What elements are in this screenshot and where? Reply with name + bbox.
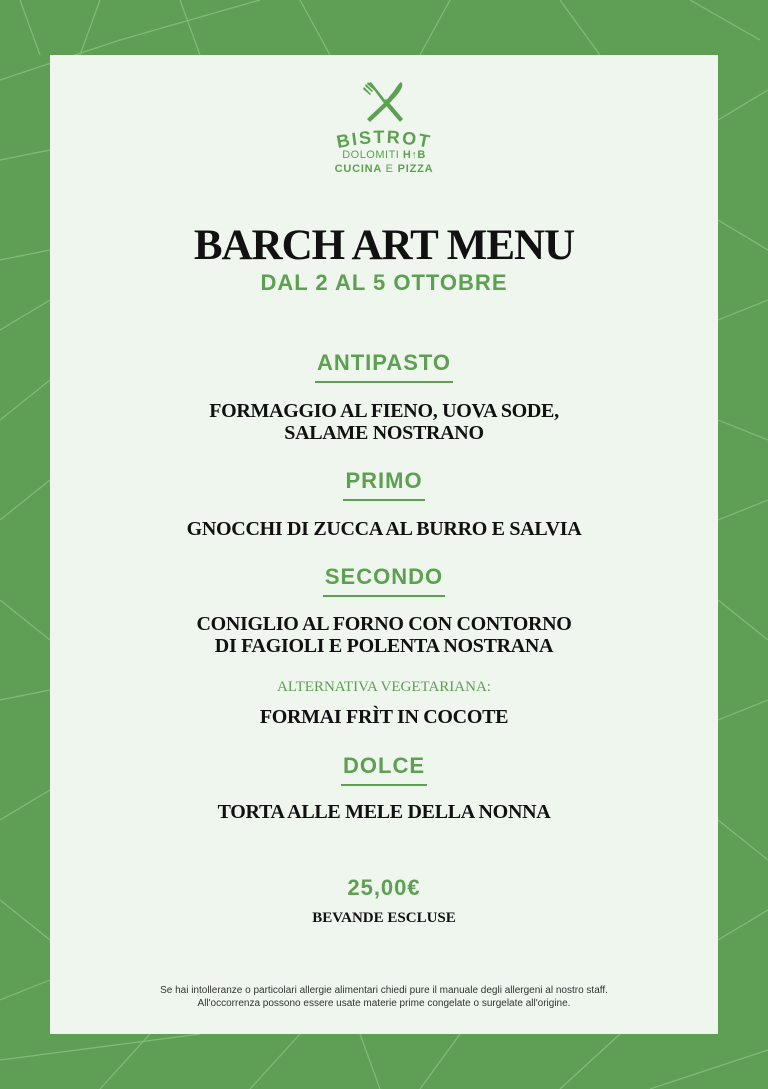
- allergen-footer: [50, 984, 718, 1010]
- brand-dolomiti: DOLOMITI: [342, 149, 400, 161]
- dish-antipasto-line1: FORMAGGIO AL FIENO, UOVA SODE,: [209, 400, 559, 422]
- dish-vegetarian-line1: FORMAI FRÌT IN COCOTE: [259, 706, 509, 728]
- brand-e: E: [385, 163, 394, 175]
- svg-text:BISTROT: BISTROT: [334, 126, 434, 153]
- heading-dolce: [50, 752, 718, 786]
- dish-secondo: [50, 613, 718, 657]
- footer-line1: Se hai intolleranze o particolari allergie alimentari chiedi pure il manuale degli allergeni al nostro staff.: [160, 985, 608, 996]
- heading-secondo-text: SECONDO: [323, 563, 445, 597]
- menu-title: BARCH ART MENU: [193, 222, 575, 269]
- brand-logo: [50, 79, 718, 189]
- heading-primo: [50, 467, 718, 501]
- vegetarian-alternative-label: ALTERNATIVA VEGETARIANA:: [277, 679, 491, 695]
- brand-pizza: PIZZA: [397, 163, 434, 175]
- brand-hb: H↑B: [402, 149, 426, 161]
- menu-price: 25,00€: [347, 875, 421, 900]
- menu-dates: DAL 2 AL 5 OTTOBRE: [260, 270, 508, 295]
- heading-antipasto: [50, 349, 718, 383]
- brand-tagline: [50, 163, 718, 175]
- heading-dolce-text: DOLCE: [341, 752, 427, 786]
- footer-line2: All'occorrenza possono essere usate materie prime congelate o surgelate all'origine.: [197, 998, 571, 1009]
- dish-dolce: [50, 801, 718, 823]
- heading-secondo: [50, 563, 718, 597]
- dish-secondo-line2: DI FAGIOLI E POLENTA NOSTRANA: [214, 635, 554, 657]
- menu-sheet: [50, 55, 718, 1034]
- brand-subline: [50, 149, 718, 161]
- heading-primo-text: PRIMO: [343, 467, 424, 501]
- heading-antipasto-text: ANTIPASTO: [315, 349, 453, 383]
- dish-dolce-line1: TORTA ALLE MELE DELLA NONNA: [217, 801, 551, 823]
- fork-knife-crossed-icon: [361, 79, 407, 125]
- dish-secondo-line1: CONIGLIO AL FORNO CON CONTORNO: [196, 613, 572, 635]
- dish-primo-line1: GNOCCHI DI ZUCCA AL BURRO E SALVIA: [186, 518, 582, 540]
- price-note: BEVANDE ESCLUSE: [312, 910, 456, 926]
- dish-antipasto: [50, 400, 718, 444]
- brand-cucina: CUCINA: [334, 163, 382, 175]
- dish-primo: [50, 518, 718, 540]
- dish-antipasto-line2: SALAME NOSTRANO: [284, 422, 484, 444]
- dish-vegetarian: [50, 706, 718, 728]
